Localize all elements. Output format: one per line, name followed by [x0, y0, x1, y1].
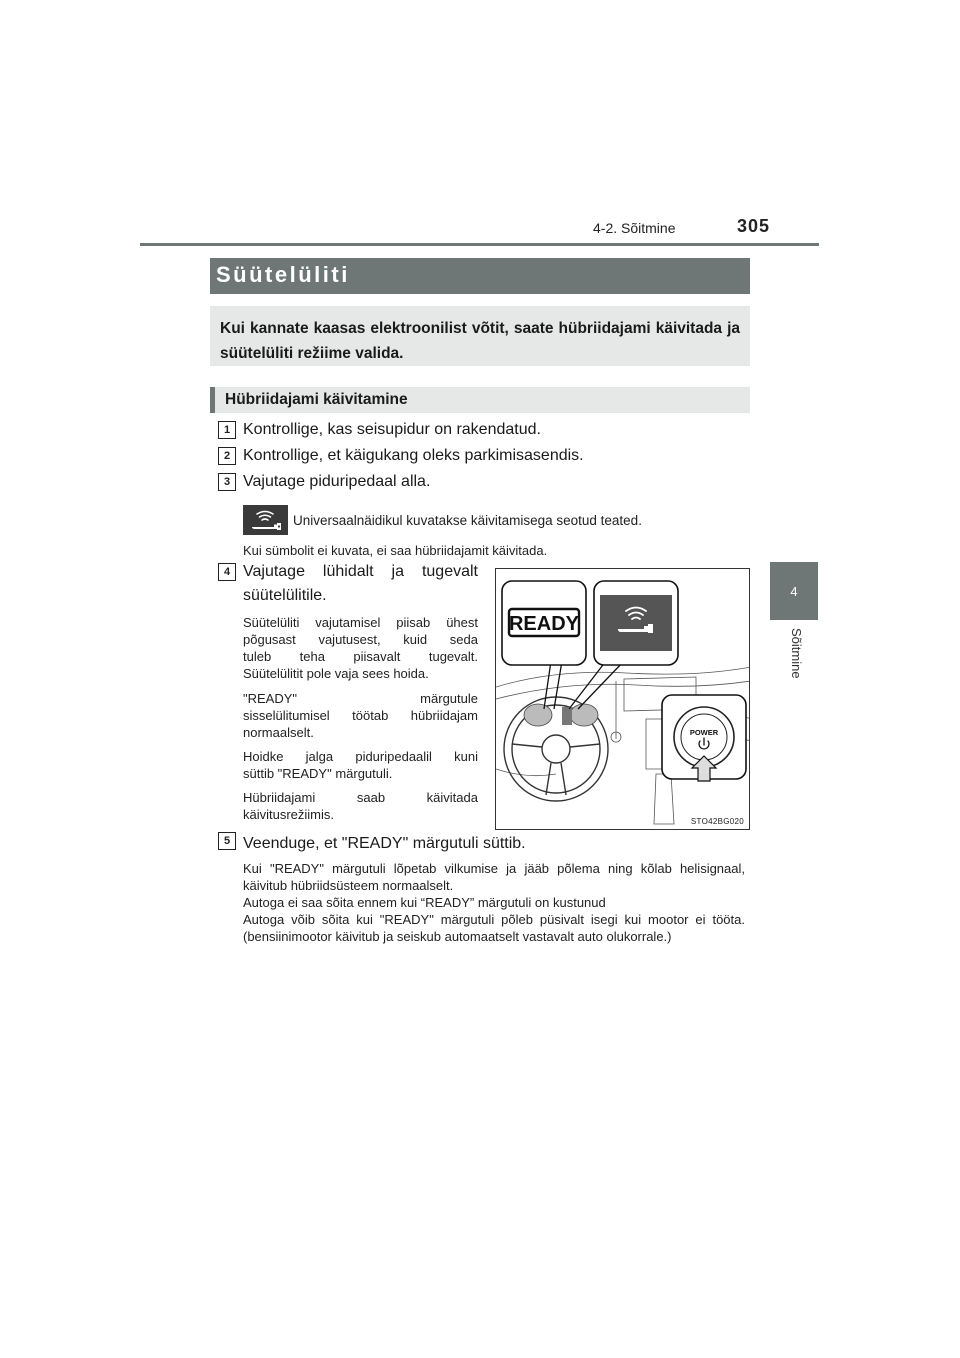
- step-text-2: Kontrollige, et käigukang oleks parkimisasendis.: [243, 447, 584, 464]
- step-number-3: 3: [218, 473, 236, 491]
- step4-note-3: [243, 748, 478, 782]
- note-line: Hübriidajami saab käivitada: [243, 790, 478, 805]
- figure-code: STO42BG020: [690, 817, 744, 826]
- step-number-1: 1: [218, 421, 236, 439]
- step5-notes: [243, 860, 745, 945]
- icon-note: Universaalnäidikul kuvatakse käivitamisega seotud teated.: [293, 513, 642, 528]
- note-line: Hoidke jalga piduripedaalil kuni: [243, 749, 478, 764]
- step-text-4-line1: Vajutage lühidalt ja tugevalt: [243, 563, 478, 580]
- note-line: põgusast vajutusest, kuid seda: [243, 632, 478, 647]
- page-title: Süütelüliti: [216, 262, 350, 287]
- step-number-4: 4: [218, 563, 236, 581]
- note-line: sisselülitumisel töötab hübriidajam: [243, 708, 478, 723]
- note-line: käivitusrežiimis.: [243, 807, 335, 822]
- step3-note: Kui sümbolit ei kuvata, ei saa hübriidajamit käivitada.: [243, 543, 548, 558]
- intro-box: [210, 306, 750, 366]
- smart-key-indicator-icon: [243, 505, 288, 535]
- power-button-label: POWER: [689, 728, 719, 737]
- dashboard-illustration: [495, 568, 750, 830]
- step4-note-2: [243, 690, 478, 741]
- ready-indicator-label: READY: [508, 613, 580, 635]
- note-line: süttib "READY" märgutuli.: [243, 766, 393, 781]
- step5-note-3: Autoga võib sõita kui "READY" märgutuli põleb püsivalt isegi kui mootor ei tööta. (bensiinimootor käivitub ja seiskub automaatselt vastavalt auto olukorrale.): [243, 912, 745, 944]
- dashboard-drawing: [496, 569, 750, 830]
- page-title-bar: [210, 258, 750, 294]
- step-text-1: Kontrollige, kas seisupidur on rakendatud.: [243, 421, 541, 438]
- step-number-5: 5: [218, 832, 236, 850]
- step5-note-1: Kui "READY" märgutuli lõpetab vilkumise ja jääb põlema ning kõlab helisignaal, käivitub hübriidsüsteem normaalselt.: [243, 861, 745, 893]
- step-number-2: 2: [218, 447, 236, 465]
- chapter-tab-number: 4: [790, 583, 798, 599]
- step-text-3: Vajutage piduripedaal alla.: [243, 473, 431, 490]
- header-rule: [140, 243, 819, 246]
- step-text-5: Veenduge, et "READY" märgutuli süttib.: [243, 835, 526, 852]
- subheading-bar: [210, 387, 750, 413]
- page-number: 305: [737, 216, 771, 236]
- step4-note-1: [243, 614, 478, 682]
- subheading: Hübriidajami käivitamine: [225, 391, 408, 408]
- step-text-4-line2: süütelülitile.: [243, 587, 327, 604]
- note-line: "READY" märgutule: [243, 691, 478, 706]
- chapter-tab[interactable]: [770, 562, 818, 620]
- step4-note-4: [243, 789, 478, 823]
- section-breadcrumb: 4-2. Sõitmine: [593, 220, 676, 236]
- step5-note-2: Autoga ei saa sõita ennem kui “READY” märgutuli on kustunud: [243, 895, 606, 910]
- note-line: tuleb teha piisavalt tugevalt.: [243, 649, 478, 664]
- intro-text: Kui kannate kaasas elektroonilist võtit, saate hübriidajami käivitada ja süütelüliti režiime valida.: [220, 320, 740, 362]
- note-line: normaalselt.: [243, 725, 314, 740]
- chapter-tab-label: Sõitmine: [789, 628, 804, 679]
- note-line: Süütelüliti vajutamisel piisab ühest: [243, 615, 478, 630]
- note-line: Süütelülitit pole vaja sees hoida.: [243, 666, 429, 681]
